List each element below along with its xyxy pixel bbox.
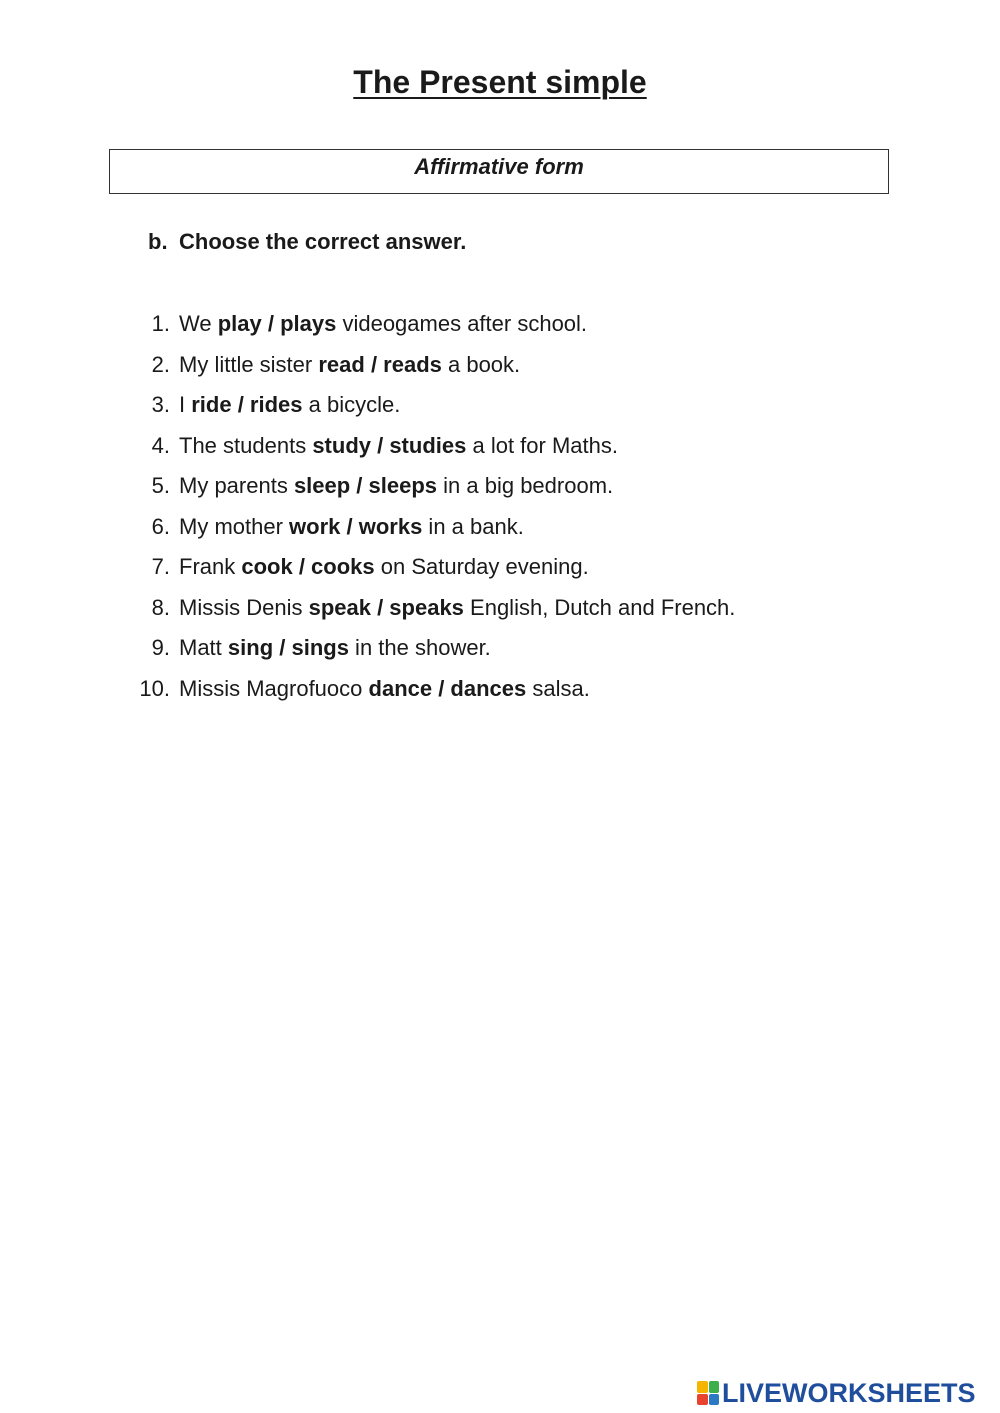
exercise-item [138, 351, 735, 392]
item-sentence [179, 351, 520, 379]
item-text-after: a lot for Maths. [466, 432, 618, 458]
item-text-after: in the shower. [348, 635, 491, 660]
item-sentence [179, 553, 589, 581]
brand-name: LIVEWORKSHEETS [722, 1377, 976, 1408]
item-choice[interactable]: study / studies [312, 432, 467, 458]
worksheet-title: The Present simple [353, 64, 647, 100]
item-text-before: Missis Denis [179, 594, 309, 620]
exercise-item [138, 432, 735, 473]
item-text-before: My parents [179, 473, 294, 498]
item-text-before: My little sister [179, 351, 319, 377]
item-number: 6. [151, 513, 170, 539]
item-sentence [179, 675, 590, 703]
item-text-after: a book. [441, 351, 521, 377]
exercise-item [138, 675, 735, 716]
item-text-before: Frank [179, 554, 242, 579]
form-type-label: Affirmative form [414, 154, 584, 179]
form-type-box [109, 149, 889, 194]
liveworksheets-logo-icon [697, 1381, 719, 1405]
liveworksheets-brand [697, 1378, 976, 1408]
item-number: 9. [151, 635, 170, 660]
item-choice[interactable]: speak / speaks [308, 594, 464, 620]
exercise-item [138, 391, 735, 432]
item-number: 5. [151, 473, 170, 498]
item-text-after: on Saturday evening. [374, 554, 589, 579]
exercise-item [138, 553, 735, 594]
logo-block-blue [709, 1394, 720, 1406]
item-choice[interactable]: play / plays [217, 311, 337, 336]
item-number: 7. [151, 554, 170, 579]
item-text-after: videogames after school. [336, 311, 588, 336]
item-sentence [179, 513, 524, 541]
logo-block-yellow [697, 1381, 708, 1393]
logo-block-red [697, 1394, 708, 1406]
item-sentence [179, 594, 735, 622]
item-text-before: My mother [179, 513, 290, 539]
item-text-after: salsa. [526, 675, 590, 701]
item-choice[interactable]: sleep / sleeps [293, 473, 438, 498]
item-number: 3. [151, 392, 170, 417]
item-choice[interactable]: cook / cooks [241, 554, 375, 579]
item-choice[interactable]: sing / sings [227, 635, 349, 660]
item-sentence [179, 391, 400, 419]
item-number: 10. [139, 675, 170, 701]
item-text-after: in a big bedroom. [437, 473, 614, 498]
exercise-item [138, 472, 735, 513]
exercise-list [138, 310, 735, 715]
item-number: 2. [151, 351, 170, 377]
item-text-after: a bicycle. [302, 392, 401, 417]
item-text-after: in a bank. [422, 513, 524, 539]
exercise-instruction [148, 229, 466, 255]
logo-block-green [709, 1381, 720, 1393]
item-text-before: We [179, 311, 218, 336]
item-text-before: Matt [179, 635, 228, 660]
item-choice[interactable]: read / reads [318, 351, 442, 377]
item-sentence [179, 310, 587, 338]
item-number: 8. [151, 594, 170, 620]
exercise-item [138, 594, 735, 635]
item-text-before: Missis Magrofuoco [179, 675, 369, 701]
item-sentence [179, 472, 613, 500]
exercise-item [138, 310, 735, 351]
item-choice[interactable]: work / works [289, 513, 423, 539]
exercise-item [138, 634, 735, 675]
item-choice[interactable]: ride / rides [191, 392, 303, 417]
item-number: 1. [151, 311, 170, 336]
exercise-item [138, 513, 735, 554]
item-text-after: English, Dutch and French. [463, 594, 736, 620]
item-text-before: The students [179, 432, 313, 458]
item-number: 4. [151, 432, 170, 458]
item-sentence [179, 634, 491, 662]
item-text-before: I [179, 392, 192, 417]
item-choice[interactable]: dance / dances [368, 675, 527, 701]
exercise-marker: b. [148, 229, 168, 254]
exercise-instruction-text: Choose the correct answer. [179, 229, 467, 254]
item-sentence [179, 432, 618, 460]
